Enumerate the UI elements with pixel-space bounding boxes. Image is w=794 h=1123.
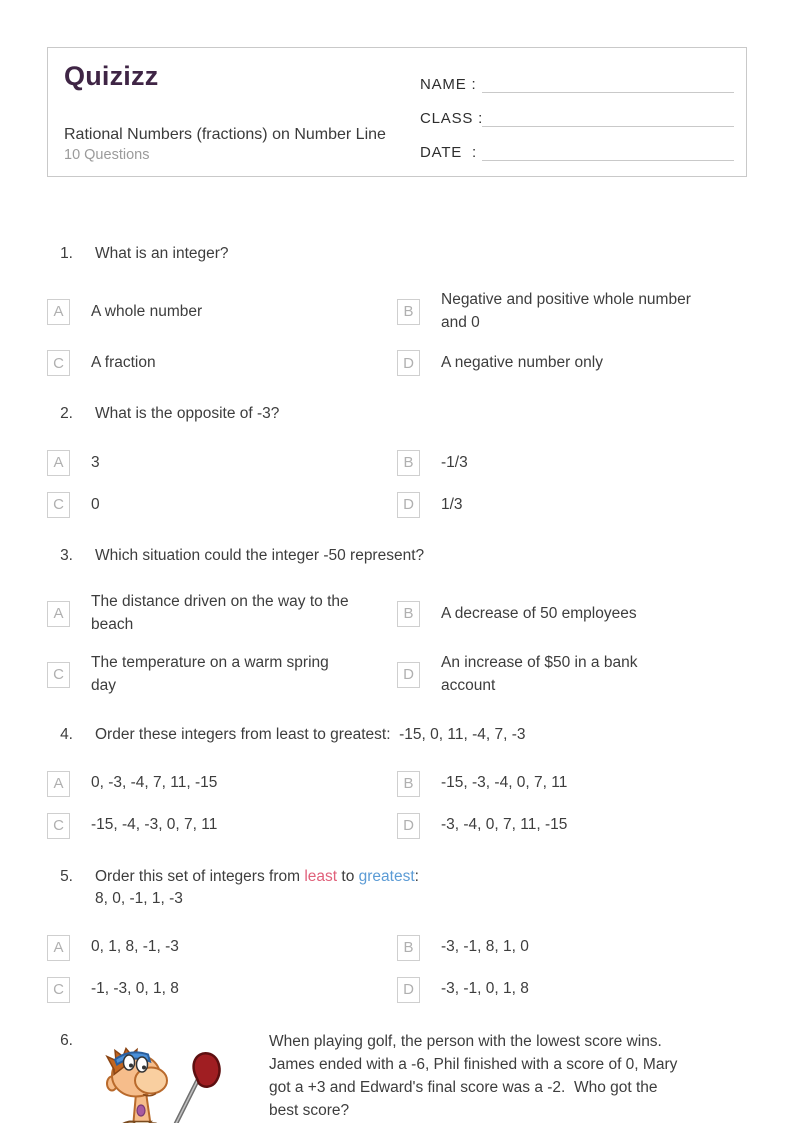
question-text — [95, 866, 419, 911]
option-text: -15, -4, -3, 0, 7, 11 — [91, 816, 218, 834]
option-letter-box — [47, 813, 70, 839]
option-text: 0, 1, 8, -1, -3 — [91, 938, 179, 956]
answer-option — [47, 771, 397, 797]
answer-option — [397, 935, 747, 961]
answer-option — [397, 450, 747, 476]
golfer-head — [107, 1048, 167, 1123]
header-left — [64, 61, 386, 164]
date-field-blank-line — [482, 141, 734, 161]
option-text: Negative and positive whole number and 0 — [441, 291, 696, 331]
option-letter: C — [53, 496, 64, 514]
option-letter-box — [397, 935, 420, 961]
question-number: 2. — [60, 405, 73, 423]
option-letter-box — [47, 350, 70, 376]
question-text-segment: Which situation could the integer -50 represent? — [95, 546, 425, 564]
question-number: 5. — [60, 867, 73, 885]
option-letter-box — [47, 977, 70, 1003]
question — [47, 545, 747, 697]
answer-option — [47, 492, 397, 518]
class-field-label: CLASS : — [420, 110, 484, 127]
question-text — [269, 1030, 684, 1123]
question-number: 4. — [60, 726, 73, 744]
answer-option — [47, 350, 397, 376]
name-field-blank-line — [482, 73, 734, 93]
option-letter-box — [397, 813, 420, 839]
quiz-title: Rational Numbers (fractions) on Number Line — [64, 126, 386, 143]
option-letter-box — [397, 299, 420, 325]
question-text-segment: Order these integers from least to greatest: -15, 0, 11, -4, 7, -3 — [95, 726, 526, 744]
option-letter: A — [53, 454, 64, 472]
title-block — [64, 126, 386, 164]
option-text: -3, -1, 0, 1, 8 — [441, 980, 529, 998]
option-letter: D — [403, 496, 414, 514]
question — [47, 243, 747, 376]
question — [47, 724, 747, 838]
option-letter: B — [403, 303, 414, 321]
option-letter-box — [397, 601, 420, 627]
option-letter-box — [397, 492, 420, 518]
option-letter: C — [53, 817, 64, 835]
option-text: A whole number — [91, 302, 203, 320]
answer-option — [47, 450, 397, 476]
question-text — [95, 403, 279, 425]
date-field-row — [420, 137, 734, 161]
question-header — [47, 724, 747, 746]
question-options — [47, 450, 747, 518]
option-letter-box — [47, 601, 70, 627]
question-text — [95, 243, 229, 265]
question-header — [47, 243, 747, 265]
option-letter: D — [403, 981, 414, 999]
golfer-cartoon — [99, 1030, 233, 1123]
question-options — [47, 935, 747, 1003]
question — [47, 866, 747, 1003]
option-letter: B — [403, 605, 414, 623]
option-text: A decrease of 50 employees — [441, 604, 637, 622]
option-letter-box — [47, 662, 70, 688]
answer-option — [397, 591, 747, 636]
question-image — [99, 1030, 233, 1123]
option-letter-box — [397, 977, 420, 1003]
class-field-blank-line — [482, 107, 734, 127]
question-list — [47, 243, 747, 1123]
question-number: 6. — [60, 1031, 73, 1049]
option-letter-box — [397, 350, 420, 376]
option-letter: A — [53, 605, 64, 623]
option-text: A fraction — [91, 354, 156, 372]
option-letter-box — [47, 299, 70, 325]
answer-option — [397, 813, 747, 839]
question — [47, 403, 747, 517]
option-text: -15, -3, -4, 0, 7, 11 — [441, 774, 568, 792]
answer-option — [47, 652, 397, 697]
name-field-row — [420, 69, 734, 93]
question — [47, 1030, 747, 1123]
answer-option — [397, 289, 747, 334]
date-field-label: DATE : — [420, 144, 477, 161]
question-header — [47, 545, 747, 567]
answer-option — [397, 771, 747, 797]
question-number: 3. — [60, 546, 73, 564]
question-text-segment: What is an integer? — [95, 245, 229, 262]
option-letter-box — [47, 492, 70, 518]
question-text-segment: Order this set of integers from — [95, 867, 305, 885]
answer-option — [397, 977, 747, 1003]
question-text — [95, 545, 424, 567]
option-letter: D — [403, 817, 414, 835]
question-number: 1. — [60, 245, 73, 262]
option-letter: D — [403, 354, 414, 372]
option-text: -1/3 — [441, 453, 468, 471]
option-text: A negative number only — [441, 354, 603, 372]
question-text-segment: to — [337, 867, 359, 885]
option-letter: B — [403, 775, 414, 793]
option-text: 1/3 — [441, 495, 463, 513]
worksheet-header — [47, 47, 747, 177]
option-letter-box — [397, 771, 420, 797]
class-field-row — [420, 103, 734, 127]
quiz-question-count: 10 Questions — [64, 147, 150, 163]
option-letter: A — [53, 939, 64, 957]
question-text-line2: 8, 0, -1, 1, -3 — [95, 890, 183, 908]
option-letter: B — [403, 454, 414, 472]
question-options — [47, 591, 747, 697]
question-header — [47, 866, 747, 911]
option-letter-box — [397, 450, 420, 476]
option-letter-box — [47, 771, 70, 797]
option-text: 0, -3, -4, 7, 11, -15 — [91, 774, 218, 792]
golf-club — [165, 1053, 219, 1123]
name-field-label: NAME : — [420, 76, 477, 93]
option-letter-box — [47, 450, 70, 476]
option-text: The distance driven on the way to the beach — [91, 593, 353, 633]
option-text: -3, -1, 8, 1, 0 — [441, 938, 529, 956]
question-text-segment: : — [414, 867, 419, 885]
question-header — [47, 1030, 747, 1123]
question-text-segment: When playing golf, the person with the lowest score wins. James ended with a -6, Phil finished with a score of 0, Mary got a +3 and Edward's final score was a -2. Who got the best score? — [269, 1032, 682, 1120]
question-text-segment: greatest — [358, 867, 415, 885]
option-letter: A — [53, 775, 64, 793]
question-text-segment: What is the opposite of -3? — [95, 405, 280, 423]
option-letter: D — [403, 666, 414, 684]
question-options — [47, 289, 747, 376]
quizizz-logo: Quizizz — [64, 61, 159, 91]
answer-option — [47, 935, 397, 961]
option-letter: A — [53, 303, 64, 321]
option-letter: B — [403, 939, 414, 957]
question-text — [95, 724, 525, 746]
answer-option — [47, 289, 397, 334]
option-letter: C — [53, 666, 64, 684]
answer-option — [397, 350, 747, 376]
answer-option — [47, 591, 397, 636]
option-text: 0 — [91, 495, 100, 513]
option-letter-box — [47, 935, 70, 961]
question-text-segment: least — [304, 867, 338, 885]
option-letter: C — [53, 354, 64, 372]
question-options — [47, 771, 747, 839]
answer-option — [47, 977, 397, 1003]
answer-option — [397, 492, 747, 518]
answer-option — [47, 813, 397, 839]
option-text: An increase of $50 in a bank account — [441, 654, 642, 694]
option-text: -1, -3, 0, 1, 8 — [91, 980, 179, 998]
option-text: The temperature on a warm spring day — [91, 654, 334, 694]
option-text: -3, -4, 0, 7, 11, -15 — [441, 816, 568, 834]
student-info-fields — [420, 61, 734, 164]
option-letter-box — [397, 662, 420, 688]
option-letter: C — [53, 981, 64, 999]
question-header — [47, 403, 747, 425]
option-text: 3 — [91, 453, 100, 471]
answer-option — [397, 652, 747, 697]
